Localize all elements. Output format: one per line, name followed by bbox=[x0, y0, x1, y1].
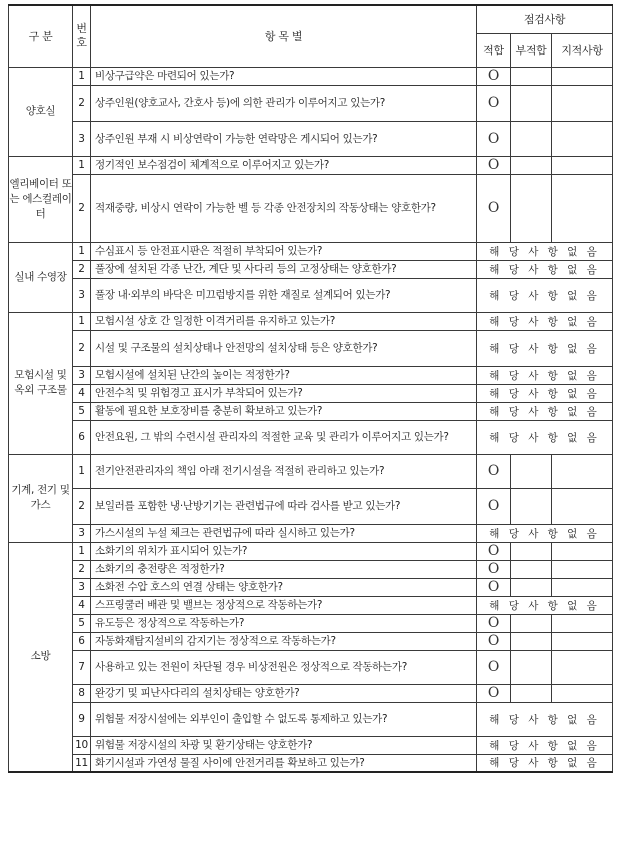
table-row bbox=[9, 384, 613, 402]
item-number: 2 bbox=[73, 560, 91, 578]
item-number: 1 bbox=[73, 454, 91, 488]
not-applicable-cell: 해 당 사 항 없 음 bbox=[477, 312, 613, 330]
fail-cell bbox=[511, 174, 552, 242]
table-row bbox=[9, 402, 613, 420]
table-row bbox=[9, 632, 613, 650]
section-name: 소방 bbox=[9, 542, 73, 772]
table-row bbox=[9, 702, 613, 736]
remarks-cell bbox=[552, 85, 613, 121]
remarks-cell bbox=[552, 684, 613, 702]
table-row bbox=[9, 85, 613, 121]
item-number: 2 bbox=[73, 488, 91, 524]
header-number: 번호 bbox=[73, 5, 91, 67]
item-number: 6 bbox=[73, 632, 91, 650]
item-text: 적재중량, 비상시 연락이 가능한 벨 등 각종 안전장치의 작동상태는 양호한가? bbox=[91, 174, 477, 242]
header-remarks: 지적사항 bbox=[552, 33, 613, 67]
fail-cell bbox=[511, 578, 552, 596]
table-row bbox=[9, 560, 613, 578]
item-number: 4 bbox=[73, 384, 91, 402]
pass-mark: O bbox=[477, 632, 511, 650]
item-number: 11 bbox=[73, 754, 91, 772]
item-number: 5 bbox=[73, 402, 91, 420]
table-row bbox=[9, 67, 613, 85]
item-text: 스프링쿨러 배관 및 밸브는 정상적으로 작동하는가? bbox=[91, 596, 477, 614]
remarks-cell bbox=[552, 614, 613, 632]
remarks-cell bbox=[552, 560, 613, 578]
item-text: 활동에 필요한 보호장비를 충분히 확보하고 있는가? bbox=[91, 402, 477, 420]
remarks-cell bbox=[552, 650, 613, 684]
section-name: 모험시설 및 옥외 구조물 bbox=[9, 312, 73, 454]
item-text: 모험시설에 설치된 난간의 높이는 적정한가? bbox=[91, 366, 477, 384]
item-text: 풀장에 설치된 각종 난간, 계단 및 사다리 등의 고정상태는 양호한가? bbox=[91, 260, 477, 278]
item-number: 2 bbox=[73, 330, 91, 366]
table-row bbox=[9, 454, 613, 488]
item-number: 1 bbox=[73, 312, 91, 330]
fail-cell bbox=[511, 488, 552, 524]
table-row bbox=[9, 330, 613, 366]
item-number: 2 bbox=[73, 260, 91, 278]
table-row bbox=[9, 121, 613, 156]
not-applicable-cell: 해 당 사 항 없 음 bbox=[477, 242, 613, 260]
not-applicable-cell: 해 당 사 항 없 음 bbox=[477, 402, 613, 420]
table-row bbox=[9, 736, 613, 754]
not-applicable-cell: 해 당 사 항 없 음 bbox=[477, 420, 613, 454]
item-number: 2 bbox=[73, 85, 91, 121]
pass-mark: O bbox=[477, 542, 511, 560]
item-number: 1 bbox=[73, 156, 91, 174]
not-applicable-cell: 해 당 사 항 없 음 bbox=[477, 596, 613, 614]
header-pass: 적합 bbox=[477, 33, 511, 67]
item-number: 5 bbox=[73, 614, 91, 632]
pass-mark: O bbox=[477, 650, 511, 684]
item-text: 비상구급약은 마련되어 있는가? bbox=[91, 67, 477, 85]
table-row bbox=[9, 420, 613, 454]
fail-cell bbox=[511, 650, 552, 684]
table-row bbox=[9, 156, 613, 174]
table-row bbox=[9, 260, 613, 278]
not-applicable-cell: 해 당 사 항 없 음 bbox=[477, 366, 613, 384]
fail-cell bbox=[511, 67, 552, 85]
remarks-cell bbox=[552, 67, 613, 85]
item-text: 수심표시 등 안전표시판은 적절히 부착되어 있는가? bbox=[91, 242, 477, 260]
not-applicable-cell: 해 당 사 항 없 음 bbox=[477, 278, 613, 312]
fail-cell bbox=[511, 85, 552, 121]
item-text: 보일러를 포함한 냉·난방기기는 관련법규에 따라 검사를 받고 있는가? bbox=[91, 488, 477, 524]
table-row bbox=[9, 242, 613, 260]
remarks-cell bbox=[552, 542, 613, 560]
section-name: 엘리베이터 또는 에스컬레이터 bbox=[9, 156, 73, 242]
pass-mark: O bbox=[477, 614, 511, 632]
item-number: 9 bbox=[73, 702, 91, 736]
item-number: 8 bbox=[73, 684, 91, 702]
item-number: 7 bbox=[73, 650, 91, 684]
item-number: 10 bbox=[73, 736, 91, 754]
fail-cell bbox=[511, 156, 552, 174]
item-text: 사용하고 있는 전원이 차단될 경우 비상전원은 정상적으로 작동하는가? bbox=[91, 650, 477, 684]
not-applicable-cell: 해 당 사 항 없 음 bbox=[477, 754, 613, 772]
item-text: 화기시설과 가연성 물질 사이에 안전거리를 확보하고 있는가? bbox=[91, 754, 477, 772]
table-row bbox=[9, 278, 613, 312]
pass-mark: O bbox=[477, 684, 511, 702]
not-applicable-cell: 해 당 사 항 없 음 bbox=[477, 384, 613, 402]
item-text: 위험물 저장시설의 차광 및 환기상태는 양호한가? bbox=[91, 736, 477, 754]
pass-mark: O bbox=[477, 488, 511, 524]
table-row bbox=[9, 488, 613, 524]
pass-mark: O bbox=[477, 174, 511, 242]
fail-cell bbox=[511, 684, 552, 702]
table-row bbox=[9, 614, 613, 632]
item-text: 정기적인 보수점검이 체계적으로 이루어지고 있는가? bbox=[91, 156, 477, 174]
item-number: 3 bbox=[73, 524, 91, 542]
header-inspection: 점검사항 bbox=[477, 5, 613, 33]
item-number: 3 bbox=[73, 366, 91, 384]
fail-cell bbox=[511, 454, 552, 488]
section-name: 실내 수영장 bbox=[9, 242, 73, 312]
item-text: 소화기의 충전량은 적정한가? bbox=[91, 560, 477, 578]
item-number: 3 bbox=[73, 578, 91, 596]
remarks-cell bbox=[552, 632, 613, 650]
item-text: 모험시설 상호 간 일정한 이격거리를 유지하고 있는가? bbox=[91, 312, 477, 330]
item-number: 1 bbox=[73, 542, 91, 560]
pass-mark: O bbox=[477, 560, 511, 578]
pass-mark: O bbox=[477, 85, 511, 121]
item-number: 1 bbox=[73, 242, 91, 260]
fail-cell bbox=[511, 560, 552, 578]
table-row bbox=[9, 596, 613, 614]
remarks-cell bbox=[552, 454, 613, 488]
header-category: 구 분 bbox=[9, 5, 73, 67]
header-items: 항 목 별 bbox=[91, 5, 477, 67]
not-applicable-cell: 해 당 사 항 없 음 bbox=[477, 330, 613, 366]
remarks-cell bbox=[552, 156, 613, 174]
item-number: 4 bbox=[73, 596, 91, 614]
fail-cell bbox=[511, 121, 552, 156]
item-number: 2 bbox=[73, 174, 91, 242]
item-number: 6 bbox=[73, 420, 91, 454]
remarks-cell bbox=[552, 578, 613, 596]
item-text: 안전수칙 및 위험경고 표시가 부착되어 있는가? bbox=[91, 384, 477, 402]
remarks-cell bbox=[552, 488, 613, 524]
item-text: 전기안전관리자의 책임 아래 전기시설을 적절히 관리하고 있는가? bbox=[91, 454, 477, 488]
item-text: 유도등은 정상적으로 작동하는가? bbox=[91, 614, 477, 632]
pass-mark: O bbox=[477, 67, 511, 85]
pass-mark: O bbox=[477, 454, 511, 488]
table-row bbox=[9, 650, 613, 684]
not-applicable-cell: 해 당 사 항 없 음 bbox=[477, 736, 613, 754]
pass-mark: O bbox=[477, 578, 511, 596]
table-row bbox=[9, 754, 613, 772]
item-text: 자동화재탐지설비의 감지기는 정상적으로 작동하는가? bbox=[91, 632, 477, 650]
table-row bbox=[9, 684, 613, 702]
item-number: 3 bbox=[73, 278, 91, 312]
remarks-cell bbox=[552, 174, 613, 242]
table-row bbox=[9, 542, 613, 560]
table-row bbox=[9, 174, 613, 242]
item-text: 가스시설의 누설 체크는 관련법규에 따라 실시하고 있는가? bbox=[91, 524, 477, 542]
item-text: 완강기 및 피난사다리의 설치상태는 양호한가? bbox=[91, 684, 477, 702]
not-applicable-cell: 해 당 사 항 없 음 bbox=[477, 260, 613, 278]
inspection-checklist bbox=[8, 4, 612, 773]
item-number: 3 bbox=[73, 121, 91, 156]
not-applicable-cell: 해 당 사 항 없 음 bbox=[477, 524, 613, 542]
pass-mark: O bbox=[477, 156, 511, 174]
item-number: 1 bbox=[73, 67, 91, 85]
item-text: 안전요원, 그 밖의 수련시설 관리자의 적절한 교육 및 관리가 이루어지고 있는가? bbox=[91, 420, 477, 454]
checklist-body bbox=[9, 67, 613, 772]
item-text: 소화전 수압 호스의 연결 상태는 양호한가? bbox=[91, 578, 477, 596]
table-row bbox=[9, 366, 613, 384]
not-applicable-cell: 해 당 사 항 없 음 bbox=[477, 702, 613, 736]
checklist-table bbox=[8, 4, 613, 773]
item-text: 상주인원 부재 시 비상연락이 가능한 연락망은 게시되어 있는가? bbox=[91, 121, 477, 156]
item-text: 소화기의 위치가 표시되어 있는가? bbox=[91, 542, 477, 560]
remarks-cell bbox=[552, 121, 613, 156]
section-name: 양호실 bbox=[9, 67, 73, 156]
pass-mark: O bbox=[477, 121, 511, 156]
item-text: 풀장 내·외부의 바닥은 미끄럼방지를 위한 재질로 설계되어 있는가? bbox=[91, 278, 477, 312]
item-text: 상주인원(양호교사, 간호사 등)에 의한 관리가 이루어지고 있는가? bbox=[91, 85, 477, 121]
fail-cell bbox=[511, 632, 552, 650]
fail-cell bbox=[511, 542, 552, 560]
section-name: 기계, 전기 및 가스 bbox=[9, 454, 73, 542]
item-text: 시설 및 구조물의 설치상태나 안전망의 설치상태 등은 양호한가? bbox=[91, 330, 477, 366]
table-row bbox=[9, 578, 613, 596]
header-fail: 부적합 bbox=[511, 33, 552, 67]
table-row bbox=[9, 312, 613, 330]
item-text: 위험물 저장시설에는 외부인이 출입할 수 없도록 통제하고 있는가? bbox=[91, 702, 477, 736]
fail-cell bbox=[511, 614, 552, 632]
table-row bbox=[9, 524, 613, 542]
